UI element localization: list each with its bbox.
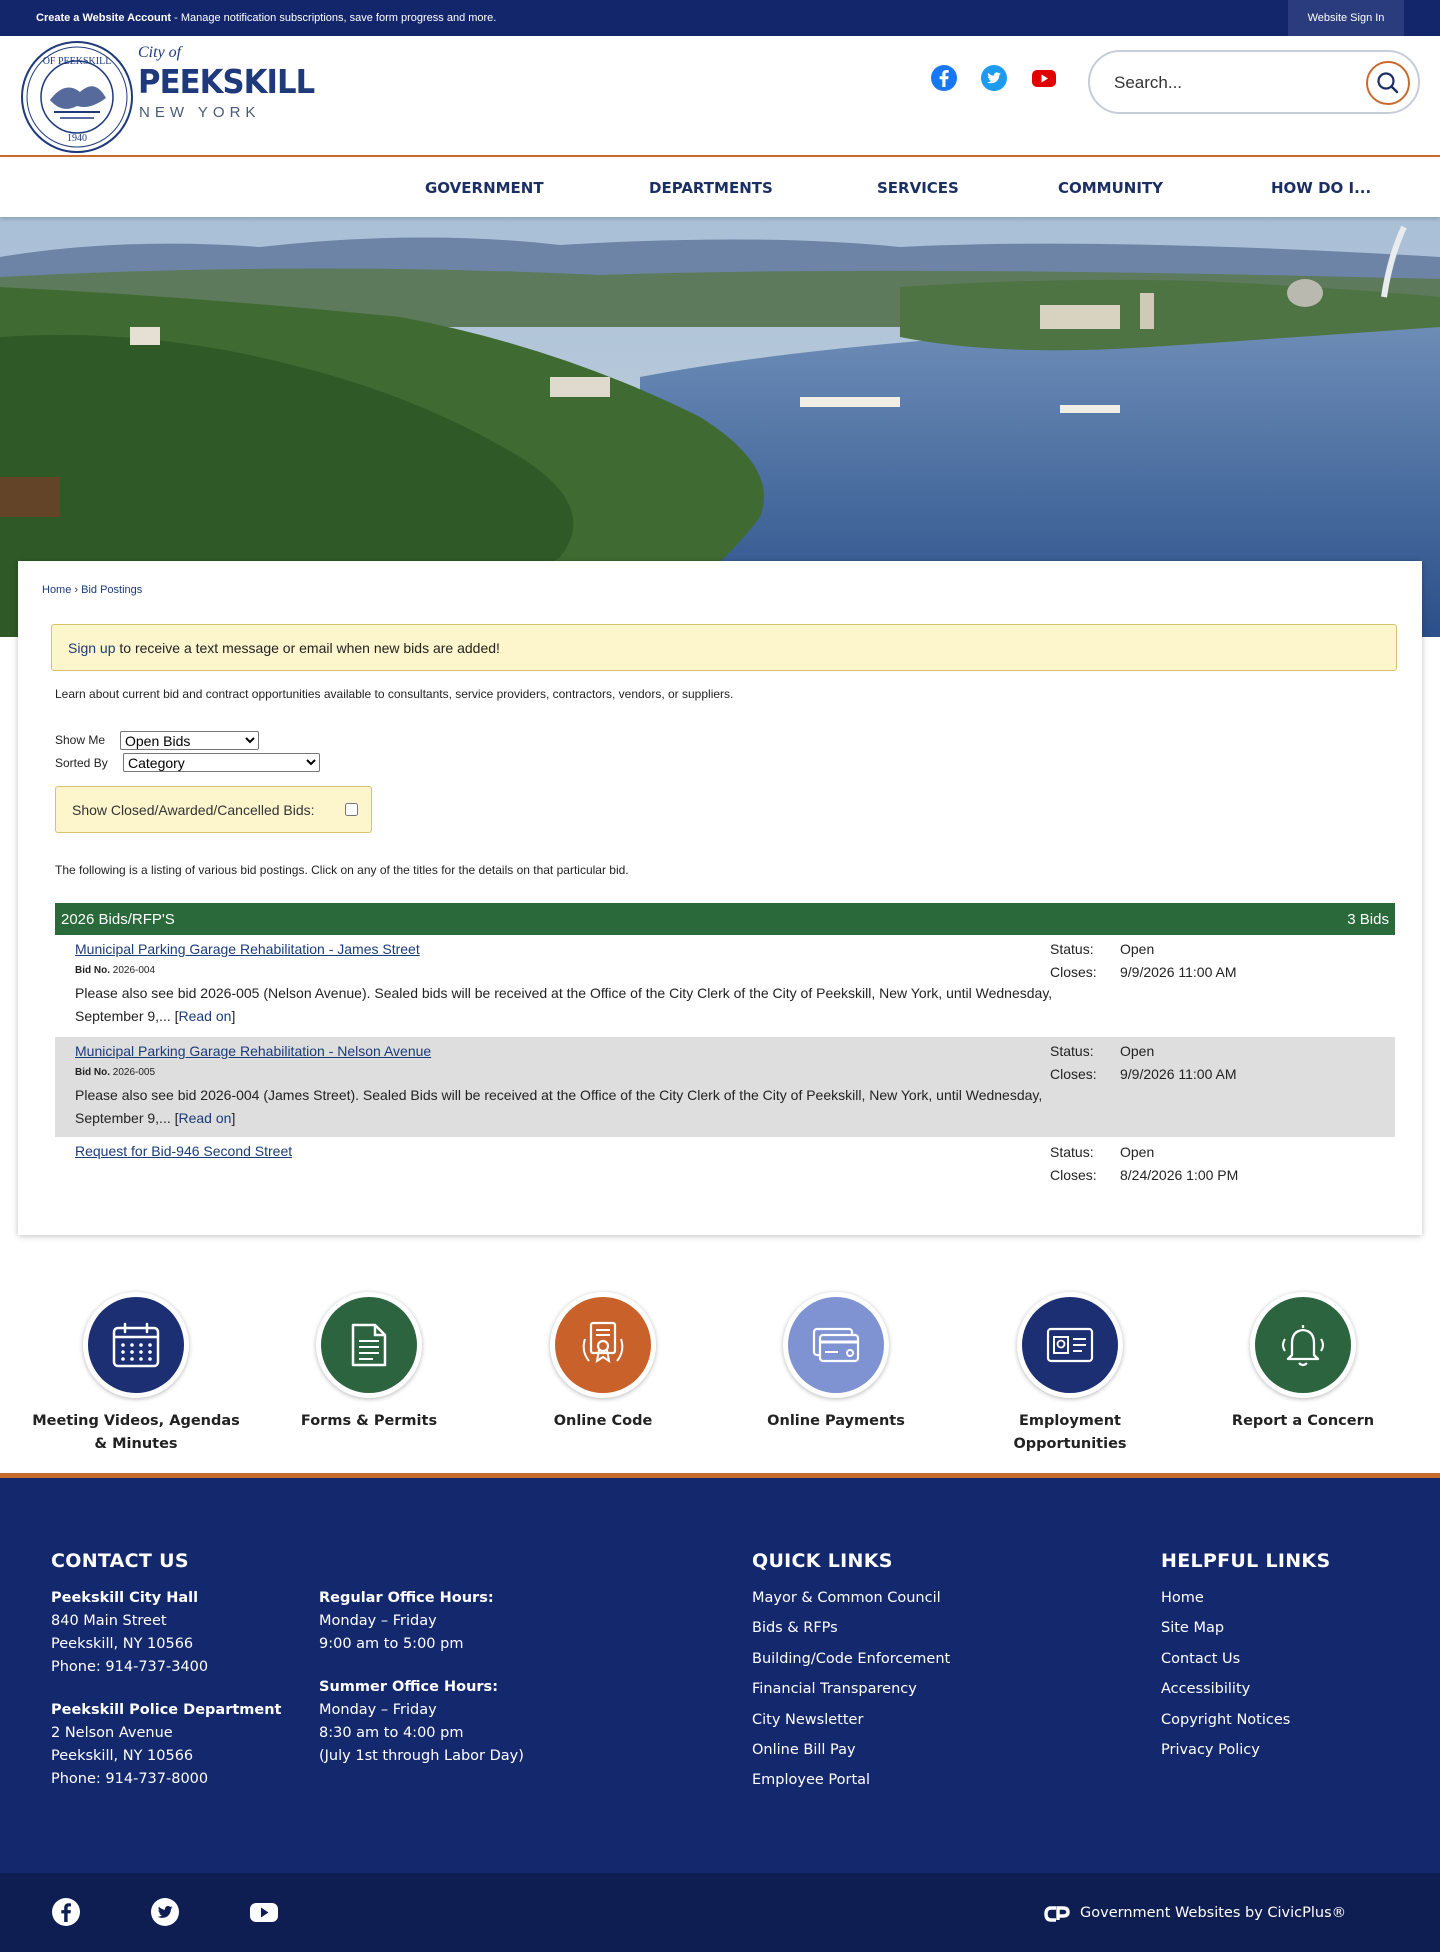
closes-value: 8/24/2026 1:00 PM	[1120, 1167, 1239, 1183]
city-hall-phone: Phone: 914-737-3400	[51, 1659, 209, 1675]
nav-how-do-i[interactable]: HOW DO I...	[1271, 179, 1372, 197]
footer-quick-link[interactable]: Employee Portal	[752, 1772, 871, 1788]
show-me-select[interactable]	[120, 731, 259, 750]
closes-value: 9/9/2026 11:00 AM	[1120, 964, 1237, 980]
regular-office-hours	[319, 1587, 494, 1656]
bid-title-link[interactable]: Municipal Parking Garage Rehabilitation - James Street	[75, 941, 420, 957]
footer-quick-link[interactable]: Mayor & Common Council	[752, 1590, 941, 1606]
show-closed-filter	[55, 786, 372, 833]
tile-online-code[interactable]	[493, 1292, 713, 1452]
status-label: Status:	[1050, 1144, 1094, 1160]
certificate-icon	[577, 1319, 629, 1371]
regular-hours-title: Regular Office Hours:	[319, 1590, 494, 1606]
closes-value: 9/9/2026 11:00 AM	[1120, 1066, 1237, 1082]
police-contact	[51, 1699, 282, 1791]
bid-category-header	[55, 903, 1395, 935]
twitter-icon[interactable]	[980, 64, 1008, 92]
summer-hours-days: Monday – Friday	[319, 1702, 437, 1718]
search-button[interactable]	[1366, 61, 1410, 105]
breadcrumb-separator: ›	[74, 584, 79, 596]
tile-label: Employment Opportunities	[1013, 1413, 1127, 1452]
footer-quick-link[interactable]: Building/Code Enforcement	[752, 1651, 951, 1667]
sorted-by-label: Sorted By	[55, 756, 108, 770]
tile-forms-permits[interactable]	[259, 1292, 479, 1452]
city-hall-name: Peekskill City Hall	[51, 1590, 199, 1606]
footer-helpful-link[interactable]: Privacy Policy	[1161, 1742, 1260, 1758]
civicplus-logo-icon	[1044, 1904, 1070, 1924]
bid-number	[75, 1067, 155, 1078]
tile-label: Forms & Permits	[300, 1413, 438, 1429]
signup-notice	[51, 624, 1397, 671]
youtube-icon[interactable]	[249, 1897, 279, 1927]
police-address2: Peekskill, NY 10566	[51, 1748, 194, 1764]
facebook-icon[interactable]	[930, 64, 958, 92]
city-hall-address2: Peekskill, NY 10566	[51, 1636, 194, 1652]
site-header	[0, 36, 1440, 157]
account-banner-text: - Manage notification subscriptions, save form progress and more.	[171, 12, 497, 24]
bid-number-label: Bid No.	[75, 1067, 110, 1078]
create-account-link[interactable]: Create a Website Account	[36, 12, 172, 24]
contact-us-heading: CONTACT US	[51, 1550, 189, 1572]
tile-label: Online Payments	[767, 1413, 905, 1429]
tile-label: Meeting Videos, Agendas & Minutes	[32, 1413, 240, 1452]
footer-helpful-link[interactable]: Copyright Notices	[1161, 1712, 1291, 1728]
footer-quick-link[interactable]: City Newsletter	[752, 1712, 864, 1728]
signup-link[interactable]: Sign up	[68, 640, 116, 656]
summer-hours-note: (July 1st through Labor Day)	[319, 1748, 524, 1764]
search-icon	[1368, 63, 1408, 103]
bid-description: Please also see bid 2026-005 (Nelson Avenue). Sealed bids will be received at the Office of the City Clerk of the City of Peekskill, New York, until Wednesday, September 9,... [Read on]	[75, 985, 1053, 1024]
intro-text: Learn about current bid and contract opportunities available to consultants, service providers, contractors, vendors, or suppliers.	[55, 687, 734, 701]
bid-description-text: Please also see bid 2026-005 (Nelson Avenue). Sealed bids will be received at the Office of the City Clerk of the City of Peekskill, New York, until Wednesday, September 9,...	[75, 985, 1053, 1024]
status-value: Open	[1120, 1144, 1155, 1160]
status-label: Status:	[1050, 941, 1094, 957]
show-closed-checkbox[interactable]	[345, 803, 358, 816]
facebook-icon[interactable]	[51, 1897, 81, 1927]
logo-state-text[interactable]: NEW YORK	[139, 104, 261, 121]
closes-label: Closes:	[1050, 1167, 1097, 1183]
bid-number-label: Bid No.	[75, 965, 110, 976]
search-box	[1088, 50, 1420, 114]
nav-government[interactable]: GOVERNMENT	[425, 179, 544, 197]
logo-city-text[interactable]: City of	[138, 44, 182, 61]
sorted-by-select[interactable]	[123, 753, 320, 772]
bell-icon	[1277, 1319, 1329, 1371]
police-name: Peekskill Police Department	[51, 1702, 282, 1718]
nav-services[interactable]: SERVICES	[877, 179, 959, 197]
bid-category-title: 2026 Bids/RFP'S	[61, 911, 175, 928]
quick-links-heading: QUICK LINKS	[752, 1550, 893, 1572]
breadcrumb-home-link[interactable]: Home	[42, 584, 72, 596]
top-bar	[0, 0, 1440, 36]
footer-bottom-bar	[0, 1873, 1440, 1952]
bid-item	[55, 935, 1395, 1037]
site-footer	[0, 1473, 1440, 1873]
breadcrumb	[42, 584, 142, 596]
signup-notice-text: to receive a text message or email when new bids are added!	[115, 640, 500, 656]
regular-hours-time: 9:00 am to 5:00 pm	[319, 1636, 464, 1652]
city-seal-logo[interactable]	[20, 40, 134, 154]
svg-text:1940: 1940	[67, 133, 87, 144]
police-phone: Phone: 914-737-8000	[51, 1771, 209, 1787]
police-address1: 2 Nelson Avenue	[51, 1725, 173, 1741]
footer-helpful-link[interactable]: Accessibility	[1161, 1681, 1251, 1697]
breadcrumb-bid-postings-link[interactable]: Bid Postings	[81, 584, 143, 596]
bid-title-link[interactable]: Municipal Parking Garage Rehabilitation - Nelson Avenue	[75, 1043, 432, 1059]
summer-hours-title: Summer Office Hours:	[319, 1679, 498, 1695]
nav-community[interactable]: COMMUNITY	[1058, 179, 1164, 197]
status-value: Open	[1120, 941, 1155, 957]
bid-title-link[interactable]: Request for Bid-946 Second Street	[75, 1143, 293, 1159]
tile-meeting-videos[interactable]	[26, 1292, 246, 1452]
nav-departments[interactable]: DEPARTMENTS	[649, 179, 773, 197]
show-me-label: Show Me	[55, 733, 106, 747]
regular-hours-days: Monday – Friday	[319, 1613, 437, 1629]
footer-helpful-link[interactable]: Contact Us	[1161, 1651, 1241, 1667]
summer-hours-time: 8:30 am to 4:00 pm	[319, 1725, 464, 1741]
listing-text: The following is a listing of various bid postings. Click on any of the titles for the details on that particular bid.	[55, 863, 629, 877]
bid-item	[55, 1037, 1395, 1137]
city-hall-address1: 840 Main Street	[51, 1613, 167, 1629]
main-nav	[0, 159, 1440, 217]
credit-card-icon	[810, 1319, 862, 1371]
id-card-icon	[1044, 1319, 1096, 1371]
status-value: Open	[1120, 1043, 1155, 1059]
footer-quick-link[interactable]: Bids & RFPs	[752, 1620, 838, 1636]
bid-count: 3 Bids	[1347, 911, 1389, 928]
footer-quick-link[interactable]: Financial Transparency	[752, 1681, 917, 1697]
logo-name-text[interactable]: PEEKSKILL	[138, 62, 315, 101]
account-banner	[36, 12, 496, 24]
status-label: Status:	[1050, 1043, 1094, 1059]
footer-quick-link[interactable]: Online Bill Pay	[752, 1742, 856, 1758]
read-on-link[interactable]: Read on	[178, 1110, 232, 1126]
footer-helpful-link[interactable]: Site Map	[1161, 1620, 1225, 1636]
bid-item	[55, 1137, 1395, 1193]
bid-postings-content	[18, 561, 1422, 1235]
youtube-icon[interactable]	[1030, 64, 1058, 92]
bid-number	[75, 965, 155, 976]
tile-label: Report a Concern	[1231, 1413, 1375, 1429]
twitter-icon[interactable]	[150, 1897, 180, 1927]
tile-online-payments[interactable]	[726, 1292, 946, 1452]
closes-label: Closes:	[1050, 964, 1097, 980]
footer-helpful-link[interactable]: Home	[1161, 1590, 1204, 1606]
website-sign-in-button[interactable]: Website Sign In	[1288, 0, 1404, 36]
tile-employment[interactable]	[960, 1292, 1180, 1452]
tile-label: Online Code	[553, 1413, 653, 1429]
calendar-icon	[110, 1319, 162, 1371]
read-on-link[interactable]: Read on	[178, 1008, 232, 1024]
helpful-links-heading: HELPFUL LINKS	[1161, 1550, 1331, 1572]
document-icon	[343, 1319, 395, 1371]
city-hall-contact	[51, 1587, 208, 1679]
bid-number-value: 2026-005	[112, 1067, 156, 1078]
bid-description: Please also see bid 2026-004 (James Street). Sealed Bids will be received at the Office of the City Clerk of the City of Peekskill, New York, until Wednesday, September 9,... [Read on]	[75, 1087, 1043, 1126]
svg-text:OF PEEKSKILL: OF PEEKSKILL	[42, 56, 112, 67]
bid-description-text: Please also see bid 2026-004 (James Street). Sealed Bids will be received at the Office of the City Clerk of the City of Peekskill, New York, until Wednesday, September 9,...	[75, 1087, 1043, 1126]
tile-report-concern[interactable]	[1193, 1292, 1413, 1452]
search-input[interactable]	[1114, 70, 1354, 96]
show-closed-label: Show Closed/Awarded/Cancelled Bids:	[72, 802, 315, 818]
civicplus-credit-link[interactable]: Government Websites by CivicPlus®	[1080, 1905, 1347, 1921]
closes-label: Closes:	[1050, 1066, 1097, 1082]
summer-office-hours	[319, 1676, 524, 1768]
bid-number-value: 2026-004	[112, 965, 156, 976]
